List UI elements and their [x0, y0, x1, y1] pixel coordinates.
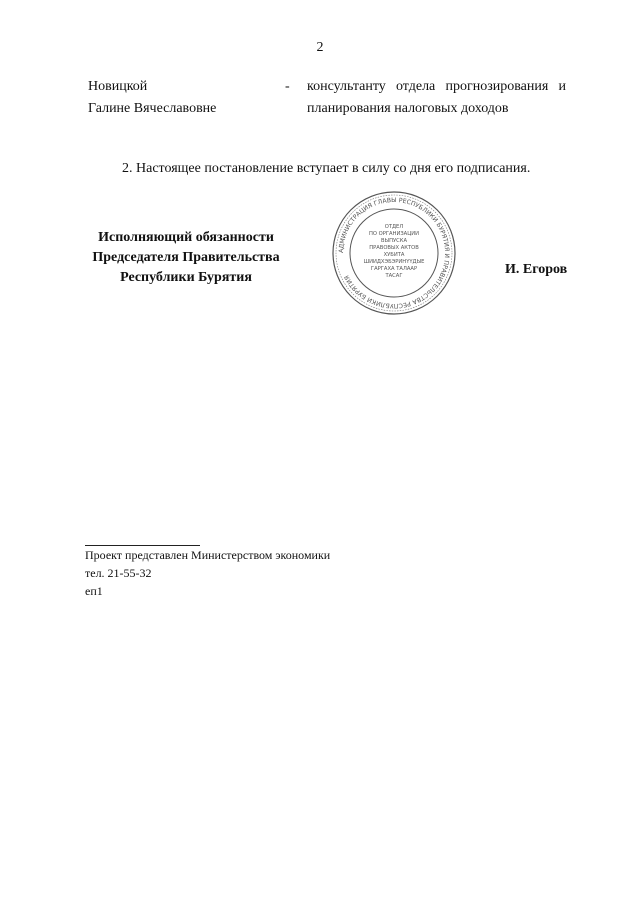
- seal-inner-line8: ТАСАГ: [385, 273, 403, 279]
- signer-title: [78, 228, 294, 288]
- page-number: 2: [316, 40, 324, 55]
- document-code: еп1: [85, 584, 103, 598]
- signer-title-line1: Исполняющий обязанности: [98, 230, 274, 245]
- official-seal: [331, 190, 457, 316]
- assignee-position-line1: консультанту отдела прогнозирования и: [307, 79, 566, 94]
- signer-title-line3: Республики Бурятия: [120, 270, 252, 285]
- footnote-line1: Проект представлен Министерством экономики: [85, 548, 331, 562]
- footnote: [85, 546, 330, 582]
- seal-inner-line7: ГАРГАХА ТАЛААР: [370, 266, 418, 272]
- assignee-name: [88, 76, 216, 120]
- seal-inner-line5: ХУБИТА: [383, 252, 405, 258]
- assignee-position: [307, 76, 566, 120]
- footnote-line2: тел. 21-55-32: [85, 566, 152, 580]
- assignee-name-line1: Новицкой: [88, 79, 148, 94]
- assignment-dash: -: [285, 79, 290, 94]
- signer-title-line2: Председателя Правительства: [92, 250, 280, 265]
- seal-inner-line4: ПРАВОВЫХ АКТОВ: [369, 245, 419, 251]
- seal-inner-line3: ВЫПУСКА: [380, 238, 408, 244]
- seal-inner-line2: ПО ОРГАНИЗАЦИИ: [368, 231, 420, 237]
- assignee-position-line2: планирования налоговых доходов: [307, 101, 509, 116]
- seal-inner-line6: ШИИДХЭБЭРИНҮҮДЫЕ: [363, 259, 425, 265]
- assignee-name-line2: Галине Вячеславовне: [88, 101, 217, 116]
- seal-inner-line1: ОТДЕЛ: [384, 224, 404, 230]
- clause-2: 2. Настоящее постановление вступает в силу со дня его подписания.: [122, 161, 531, 176]
- signer-name: И. Егоров: [505, 262, 568, 277]
- seal-ring-textpath: АДМИНИСТРАЦИЯ ГЛАВЫ РЕСПУБЛИКИ БУРЯТИЯ И ПРАВИТЕЛЬСТВА РЕСПУБЛИКИ БУРЯТИЯ: [337, 196, 451, 310]
